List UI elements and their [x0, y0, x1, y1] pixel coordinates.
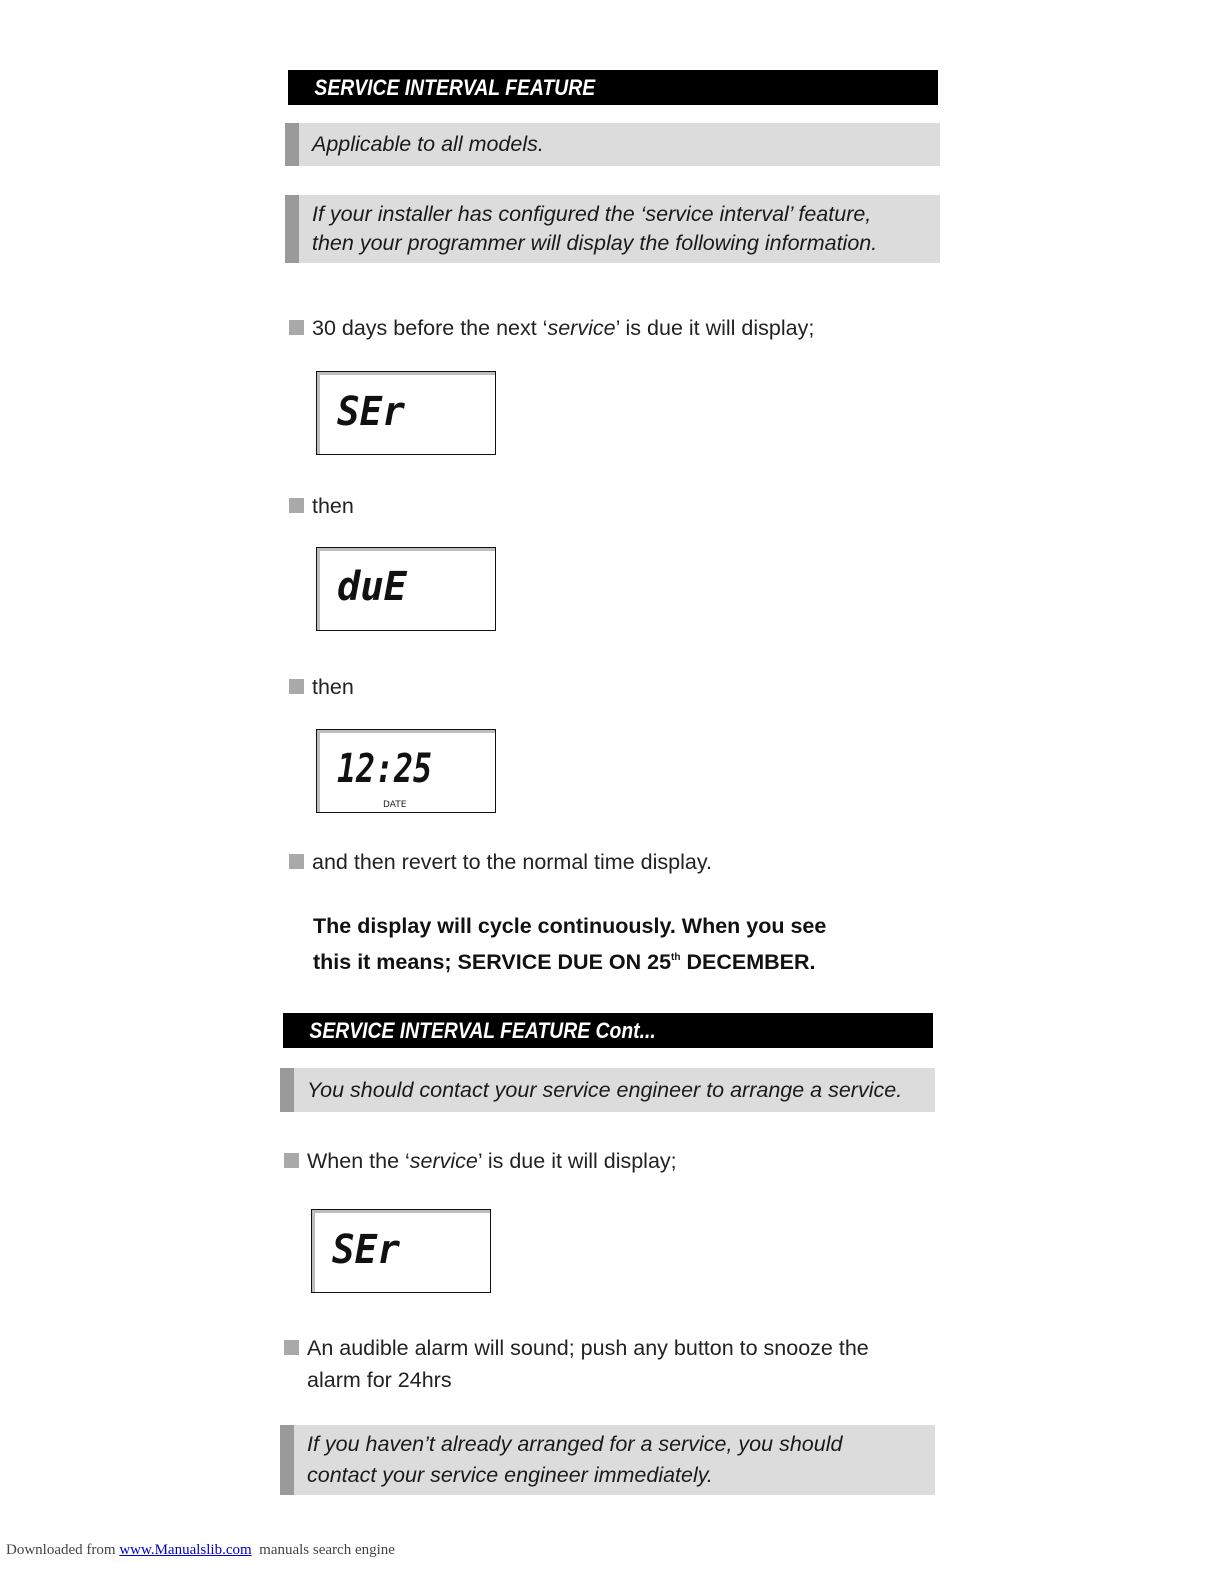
bullet-30-days: 30 days before the next ‘service’ is due it will display; — [289, 312, 814, 344]
lcd-display-text: duE — [337, 564, 408, 610]
cycle-note-line1: The display will cycle continuously. When you see — [313, 914, 827, 938]
lcd-display-ser-2 — [311, 1209, 491, 1293]
manualslib-link[interactable]: www.Manualslib.com — [119, 1542, 252, 1558]
warning-note-line1: If you haven’t already arranged for a service, you should — [307, 1432, 843, 1456]
cycle-note-line2: this it means; SERVICE DUE ON 25th DECEMBER. — [313, 950, 816, 974]
bullet-square-icon — [284, 1340, 299, 1355]
bullet-alarm-line1: An audible alarm will sound; push any button to snooze the — [307, 1336, 869, 1360]
bullet-service-due: When the ‘service’ is due it will display; — [284, 1145, 677, 1177]
intro-note-line1: If your installer has configured the ‘service interval’ feature, — [312, 202, 872, 226]
footer-download-note: Downloaded from www.Manualslib.com manuals search engine — [6, 1542, 395, 1558]
contact-note — [280, 1068, 935, 1112]
lcd-display-date — [316, 729, 496, 813]
bullet-then-2: then — [289, 671, 354, 703]
bullet-square-icon — [289, 320, 304, 335]
intro-note-line2: then your programmer will display the following information. — [312, 231, 878, 255]
applicable-note — [285, 123, 940, 166]
section-header — [288, 70, 938, 105]
section-header-cont-title: SERVICE INTERVAL FEATURE Cont... — [309, 1017, 656, 1043]
lcd-display-text: SEr — [332, 1227, 400, 1273]
section-header-title: SERVICE INTERVAL FEATURE — [314, 74, 596, 100]
bullet-revert: and then revert to the normal time display. — [289, 846, 712, 878]
warning-note — [280, 1425, 935, 1495]
cycle-note — [313, 910, 826, 978]
bullet-square-icon — [289, 498, 304, 513]
bullet-square-icon — [289, 854, 304, 869]
bullet-alarm-line2: alarm for 24hrs — [307, 1368, 452, 1392]
contact-note-text: You should contact your service engineer to arrange a service. — [307, 1077, 903, 1102]
lcd-display-due — [316, 547, 496, 631]
lcd-display-text: SEr — [337, 389, 405, 435]
bullet-alarm — [284, 1332, 869, 1396]
bullet-square-icon — [284, 1153, 299, 1168]
section-header-cont — [283, 1013, 933, 1048]
lcd-display-text: 12:25 — [337, 746, 432, 792]
lcd-display-ser — [316, 371, 496, 455]
lcd-date-label: DATE — [383, 800, 407, 810]
warning-note-line2: contact your service engineer immediately. — [307, 1463, 713, 1487]
intro-note — [285, 195, 940, 263]
applicable-note-text: Applicable to all models. — [312, 132, 544, 156]
bullet-then-1: then — [289, 490, 354, 522]
bullet-square-icon — [289, 679, 304, 694]
